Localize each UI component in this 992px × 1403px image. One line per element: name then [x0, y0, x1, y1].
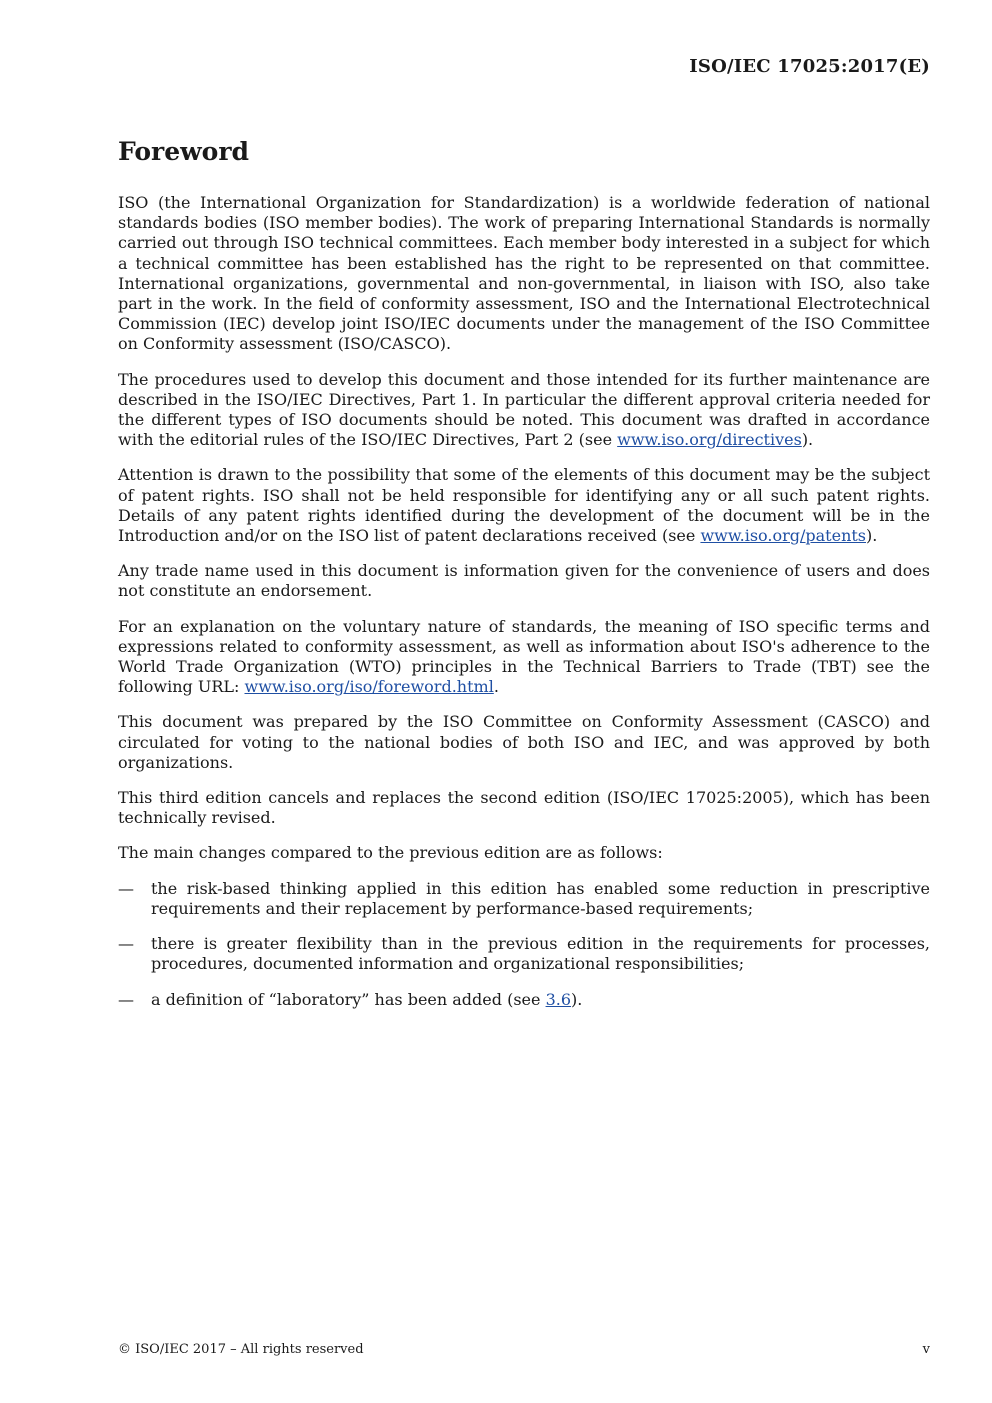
list-dash: — [118, 878, 134, 898]
paragraph-voluntary-nature [118, 617, 930, 698]
list-item [118, 879, 930, 919]
paragraph-patents-text: Attention is drawn to the possibility that some of the elements of this document may be the subject of patent rights. ISO shall not be held responsible for identifying any or all such patent rights. Details of any patent rights identified during the development of the document will be in the Introduction and/or on the ISO list of patent declarations received (see [118, 465, 930, 546]
paragraph-voluntary-nature-text: For an explanation on the voluntary nature of standards, the meaning of ISO specific terms and expressions related to conformity assessment, as well as information about ISO's adherence to the World Trade Organization (WTO) principles in the Technical Barriers to Trade (TBT) see the following URL: [118, 616, 930, 697]
foreword-body [118, 193, 930, 1025]
list-item-text [151, 990, 930, 1010]
paragraph-procedures [118, 370, 930, 451]
paragraph-voluntary-nature-end: . [493, 677, 499, 697]
list-item-text: the risk-based thinking applied in this edition has enabled some reduction in prescriptive requirements and their replacement by performance-based requirements; [151, 878, 930, 918]
paragraph-trade-name: Any trade name used in this document is information given for the convenience of users and does not constitute an endorsement. [118, 561, 930, 601]
footer-copyright: © ISO/IEC 2017 – All rights reserved [118, 1342, 364, 1357]
list-item-text-end: ). [571, 989, 583, 1009]
paragraph-iso-intro: ISO (the International Organization for Standardization) is a worldwide federation of national standards bodies (ISO member bodies). The work of preparing International Standards is normally carried out through ISO technical committees. Each member body interested in a subject for which a technical committee has been established has the right to be represented on that committee. International organizations, governmental and non-governmental, in liaison with ISO, also take part in the work. In the field of conformity assessment, ISO and the International Electrotechnical Commission (IEC) develop joint ISO/IEC documents under the management of the ISO Committee on Conformity assessment (ISO/CASCO). [118, 193, 930, 354]
paragraph-prepared-by: This document was prepared by the ISO Committee on Conformity Assessment (CASCO) and circulated for voting to the national bodies of both ISO and IEC, and was approved by both organizations. [118, 712, 930, 772]
paragraph-patents-end: ). [866, 526, 878, 546]
clause-3-6-link[interactable]: 3.6 [545, 989, 572, 1009]
foreword-link[interactable]: www.iso.org/iso/foreword.html [244, 677, 494, 697]
list-item [118, 990, 930, 1010]
page-title: Foreword [118, 137, 249, 166]
paragraph-procedures-text: The procedures used to develop this document and those intended for its further maintenance are described in the ISO/IEC Directives, Part 1. In particular the different approval criteria needed for the different types of ISO documents should be noted. This document was drafted in accordance with the editorial rules of the ISO/IEC Directives, Part 2 (see [118, 369, 930, 450]
paragraph-procedures-end: ). [801, 430, 814, 450]
directives-link[interactable]: www.iso.org/directives [617, 430, 802, 450]
list-item [118, 934, 930, 974]
paragraph-edition: This third edition cancels and replaces the second edition (ISO/IEC 17025:2005), which has been technically revised. [118, 788, 930, 828]
document-identifier: ISO/IEC 17025:2017(E) [689, 56, 930, 77]
paragraph-patents [118, 465, 930, 546]
patents-link[interactable]: www.iso.org/patents [700, 526, 867, 546]
changes-list [118, 879, 930, 1010]
list-item-text: there is greater flexibility than in the previous edition in the requirements for processes, procedures, documented information and organizational responsibilities; [151, 934, 930, 974]
footer-page-number: v [922, 1342, 930, 1357]
list-dash: — [118, 989, 134, 1009]
paragraph-main-changes: The main changes compared to the previous edition are as follows: [118, 843, 663, 863]
list-item-text-start: a definition of “laboratory” has been added (see [151, 989, 546, 1009]
list-dash: — [118, 934, 134, 954]
